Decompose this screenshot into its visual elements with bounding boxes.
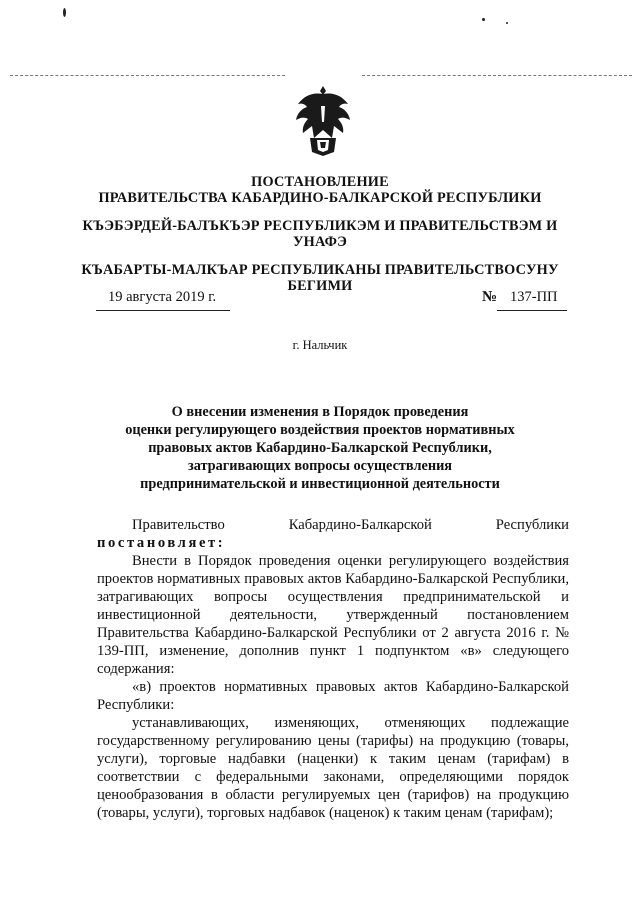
document-body	[97, 516, 569, 822]
city-name: г. Нальчик	[292, 338, 348, 352]
document-title-line: предпринимательской и инвестиционной деятельности	[140, 476, 500, 492]
date-underline	[96, 310, 230, 311]
resolves-word: постановляет:	[97, 535, 226, 551]
balkar-heading-line1: КЪАБАРТЫ-МАЛКЪАР РЕСПУБЛИКАНЫ ПРАВИТЕЛЬСТВОСУНУ	[81, 262, 559, 278]
document-title-line: правовых актов Кабардино-Балкарской Республики,	[148, 440, 492, 456]
document-title-line: О внесении изменения в Порядок проведения	[171, 404, 469, 420]
coat-of-arms-emblem	[292, 82, 354, 156]
document-number: 137-ПП	[510, 289, 558, 305]
document-type-heading: ПОСТАНОВЛЕНИЕ	[251, 174, 389, 190]
separator-line-right	[362, 75, 632, 76]
paragraph-amendment: Внести в Порядок проведения оценки регулирующего воздействия проектов нормативных правовых актов Кабардино-Балкарской Республики, затрагивающих вопросы осуществления предпринимательской и инвестиционной деятельности, утвержденный постановлением Правительства Кабардино-Балкарской Республики от 2 августа 2016 г. № 139-ПП, изменение, дополнив пункт 1 подпунктом «в» следующего содержания:	[97, 553, 569, 677]
kabardian-heading-line2: УНАФЭ	[292, 234, 347, 250]
kabardian-heading-line1: КЪЭБЭРДЕЙ-БАЛЪКЪЭР РЕСПУБЛИКЭМ И ПРАВИТЕЛЬСТВЭМ И	[82, 218, 558, 234]
document-title-line: затрагивающих вопросы осуществления	[187, 458, 453, 474]
scan-speck	[506, 22, 508, 24]
number-sign: №	[482, 289, 498, 305]
paragraph-subpoint: «в) проектов нормативных правовых актов Кабардино-Балкарской Республики:	[97, 679, 569, 713]
issuer-heading: ПРАВИТЕЛЬСТВА КАБАРДИНО-БАЛКАРСКОЙ РЕСПУБЛИКИ	[98, 190, 542, 206]
scan-speck	[63, 8, 66, 17]
scan-speck	[482, 18, 485, 21]
document-title-line: оценки регулирующего воздействия проектов нормативных	[125, 422, 515, 438]
balkar-heading-line2: БЕГИМИ	[287, 278, 353, 294]
document-date: 19 августа 2019 г.	[108, 289, 217, 305]
intro-line: Правительство Кабардино-Балкарской Республики	[132, 517, 569, 533]
paragraph-regulated-prices: устанавливающих, изменяющих, отменяющих подлежащие государственному регулированию цены (тарифы) на продукцию (товары, услуги), торговые надбавки (наценки) к таким ценам (тарифам) в соответствии с федеральными законами, определяющими порядок ценообразования в области регулируемых цен (тарифов) на продукцию (товары, услуги), торговых надбавок (наценок) к таким ценам (тарифам);	[97, 715, 569, 821]
number-underline	[497, 310, 567, 311]
separator-line-left	[10, 75, 285, 76]
